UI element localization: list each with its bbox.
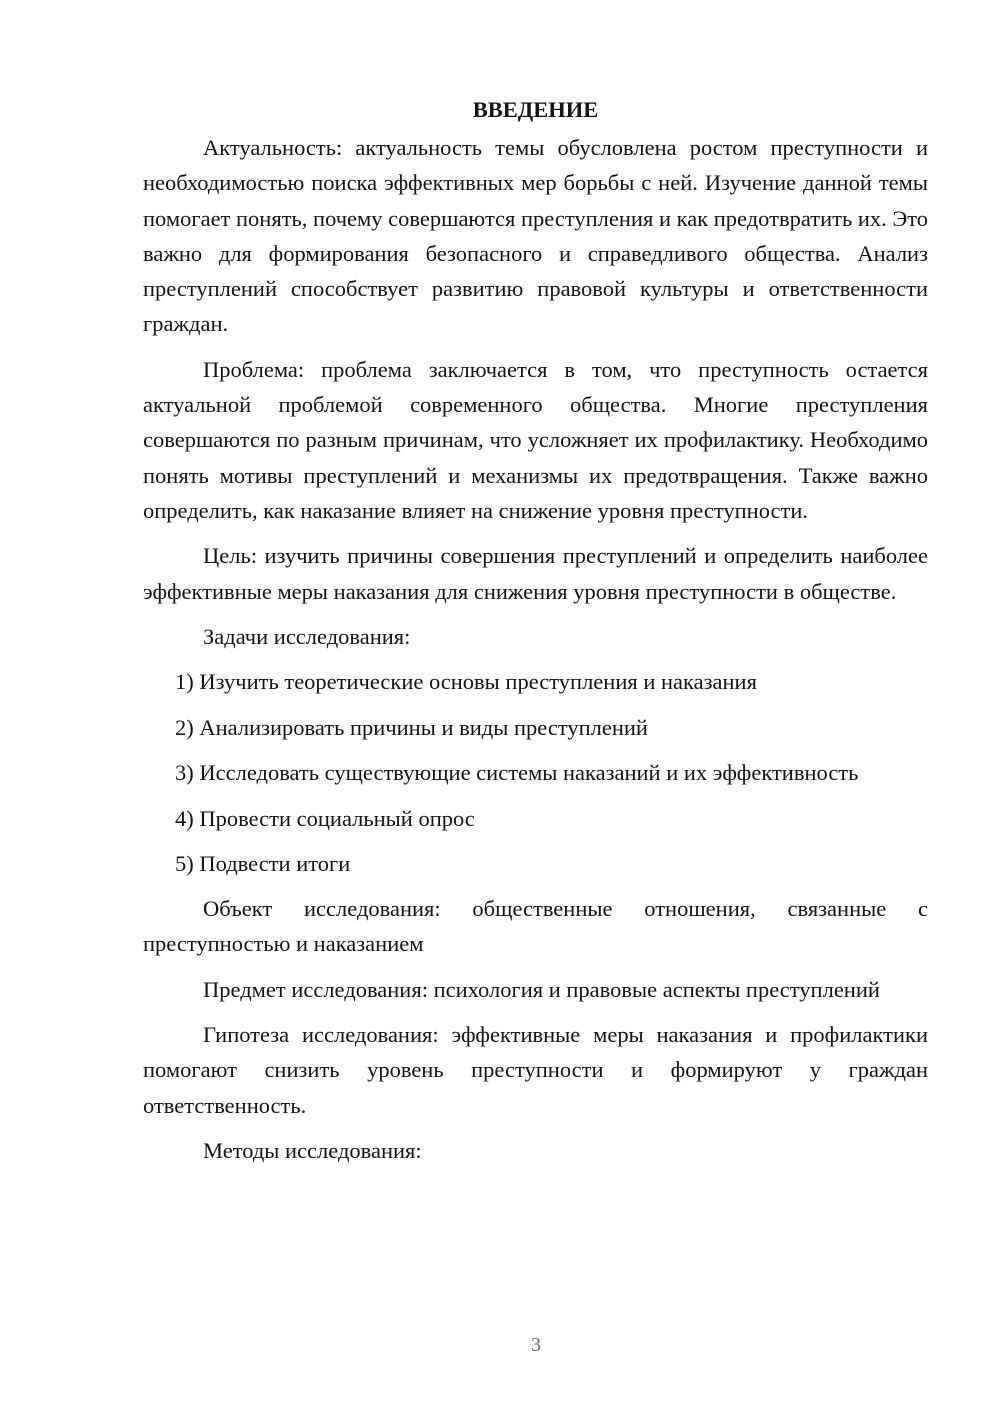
page-title: ВВЕДЕНИЕ — [472, 97, 599, 122]
tasks-list — [143, 664, 928, 881]
tasks-heading: Задачи исследования: — [203, 623, 411, 649]
hypothesis-paragraph: Гипотеза исследования: эффективные меры наказания и профилактики помогают снизить уровень преступности и формируют у граждан ответственность. — [143, 1022, 928, 1118]
goal-paragraph: Цель: изучить причины совершения преступлений и определить наиболее эффективные меры наказания для снижения уровня преступности в обществе. — [143, 543, 928, 604]
relevance-paragraph: Актуальность: актуальность темы обусловлена ростом преступности и необходимостью поиска эффективных мер борьбы с ней. Изучение данной темы помогает понять, почему совершаются преступления и как предотвратить их. Это важно для формирования безопасного и справедливого общества. Анализ преступлений способствует развитию правовой культуры и ответственности граждан. — [143, 135, 929, 337]
list-item: 4) Провести социальный опрос — [175, 805, 475, 831]
problem-paragraph: Проблема: проблема заключается в том, что преступность остается актуальной проблемой современного общества. Многие преступления совершаются по разным причинам, что усложняет их профилактику. Необходимо понять мотивы преступлений и механизмы их предотвращения. Также важно определить, как наказание влияет на снижение уровня преступности. — [143, 356, 928, 523]
list-item: 5) Подвести итоги — [175, 851, 351, 877]
list-item: 1) Изучить теоретические основы преступления и наказания — [175, 669, 757, 695]
methods-heading: Методы исследования: — [203, 1137, 422, 1163]
subject-paragraph: Предмет исследования: психология и правовые аспекты преступлений — [203, 976, 880, 1002]
list-item: 2) Анализировать причины и виды преступлений — [175, 714, 648, 740]
list-item: 3) Исследовать существующие системы наказаний и их эффективность — [175, 760, 859, 786]
document-page — [143, 92, 928, 1168]
page-number: 3 — [531, 1334, 541, 1356]
object-paragraph: Объект исследования: общественные отношения, связанные с преступностью и наказанием — [143, 896, 928, 957]
